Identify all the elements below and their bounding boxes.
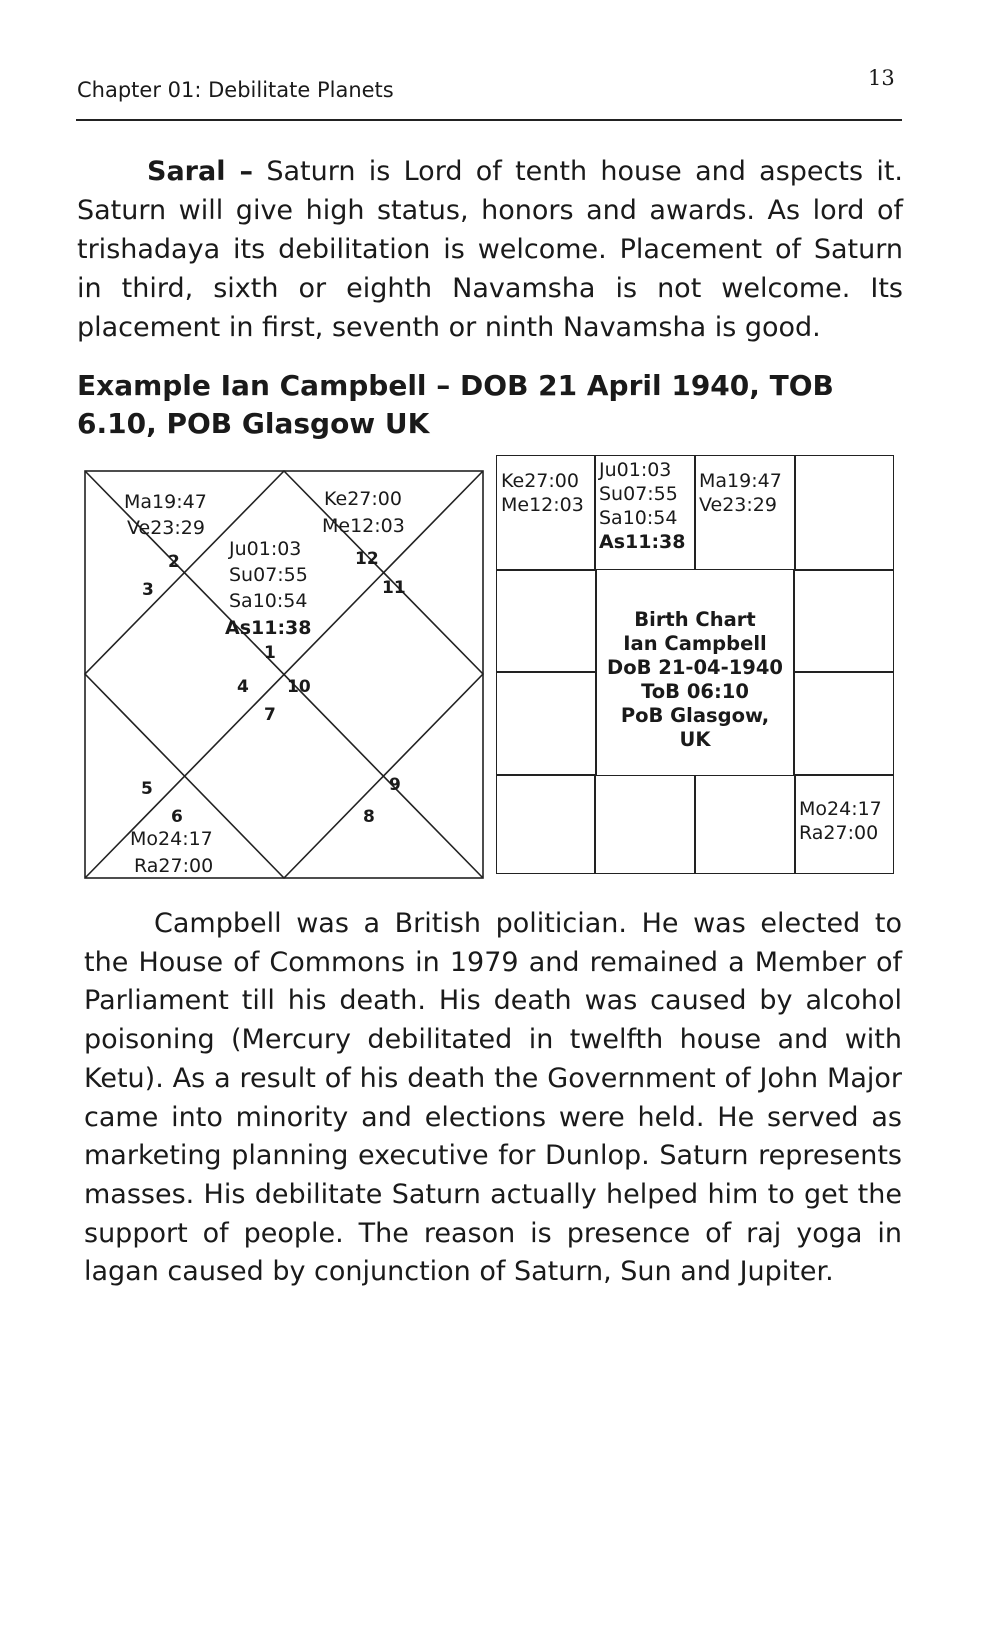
house6-planet: Ra27:00: [134, 855, 214, 877]
planet: Ve23:29: [699, 494, 777, 516]
house-number: 3: [142, 580, 154, 600]
house-gemini: [794, 455, 894, 571]
planet: Ma19:47: [699, 470, 782, 492]
house-cancer: [794, 569, 894, 673]
house-taurus: [694, 455, 796, 571]
house-libra: [694, 774, 796, 874]
house12-planet: Ke27:00: [324, 488, 402, 510]
saral-paragraph: [77, 152, 903, 347]
saral-label: Saral –: [147, 156, 254, 187]
house-number: 11: [382, 578, 406, 598]
house-capricorn: [496, 671, 596, 776]
saral-text: Saturn is Lord of tenth house and aspects it. Saturn will give high status, honors and awards. As lord of trishadaya its debilitation is welcome. Placement of Saturn in third, sixth or eighth Navamsha is not welcome. Its placement in first, seventh or ninth Navamsha is good.: [77, 156, 903, 343]
house-number: 10: [287, 677, 311, 697]
house1-planet: Ju01:03: [229, 538, 302, 560]
center-line: UK: [679, 728, 711, 751]
example-heading: Example Ian Campbell – DOB 21 April 1940, TOB 6.10, POB Glasgow UK: [77, 369, 834, 440]
house-leo: [794, 671, 894, 776]
center-line: ToB 06:10: [641, 680, 749, 703]
house-aquarius: [496, 569, 596, 673]
planet: Ke27:00: [501, 470, 579, 492]
house-number: 12: [355, 549, 379, 569]
house-number: 4: [237, 677, 249, 697]
center-line: Birth Chart: [634, 608, 756, 631]
house12-planet: Ma19:47: [124, 491, 207, 513]
planet: Sa10:54: [599, 507, 678, 529]
house6-planet: Mo24:17: [130, 828, 213, 850]
center-line: DoB 21-04-1940: [607, 656, 783, 679]
chapter-header: Chapter 01: Debilitate Planets: [77, 78, 394, 102]
planet: Su07:55: [599, 483, 678, 505]
house-number: 9: [389, 775, 401, 795]
house-pisces: [496, 455, 596, 571]
planet: Mo24:17: [799, 798, 882, 820]
north-indian-chart: [84, 470, 487, 881]
house12-planet: Ve23:29: [127, 517, 205, 539]
house1-planet: Su07:55: [229, 564, 308, 586]
center-line: PoB Glasgow,: [620, 704, 770, 727]
planet: Me12:03: [501, 494, 584, 516]
bio-paragraph: Campbell was a British politician. He was elected to the House of Commons in 1979 and remained a Member of Parliament till his death. His death was caused by alcohol poisoning (Mercury debilitated in twelfth house and with Ketu). As a result of his death the Government of John Major came into minority and elections were held. He served as marketing planning executive for Dunlop. Saturn represents masses. His debilitate Saturn actually helped him to get the support of people. The reason is presence of raj yoga in lagan caused by conjunction of Saturn, Sun and Jupiter.: [84, 908, 902, 1288]
house-virgo: [794, 774, 894, 874]
birth-chart-center: [596, 569, 794, 776]
ascendant: As11:38: [599, 531, 686, 553]
house12-planet: Me12:03: [322, 515, 405, 537]
house-number: 7: [264, 705, 276, 725]
house-number: 1: [264, 643, 276, 663]
house-scorpio: [594, 774, 696, 874]
page-number: 13: [868, 66, 895, 90]
center-line: Ian Campbell: [623, 632, 767, 655]
house-sagittarius: [496, 774, 596, 874]
house1-planet: Sa10:54: [229, 590, 308, 612]
house-number: 5: [141, 779, 153, 799]
house-number: 6: [171, 807, 183, 827]
planet: Ju01:03: [599, 459, 672, 481]
house1-planet: As11:38: [225, 617, 312, 639]
house-number: 2: [168, 552, 180, 572]
south-indian-chart: [496, 455, 904, 882]
house-number: 8: [363, 807, 375, 827]
planet: Ra27:00: [799, 822, 879, 844]
house-aries: [594, 455, 696, 571]
header-rule: [76, 119, 902, 121]
